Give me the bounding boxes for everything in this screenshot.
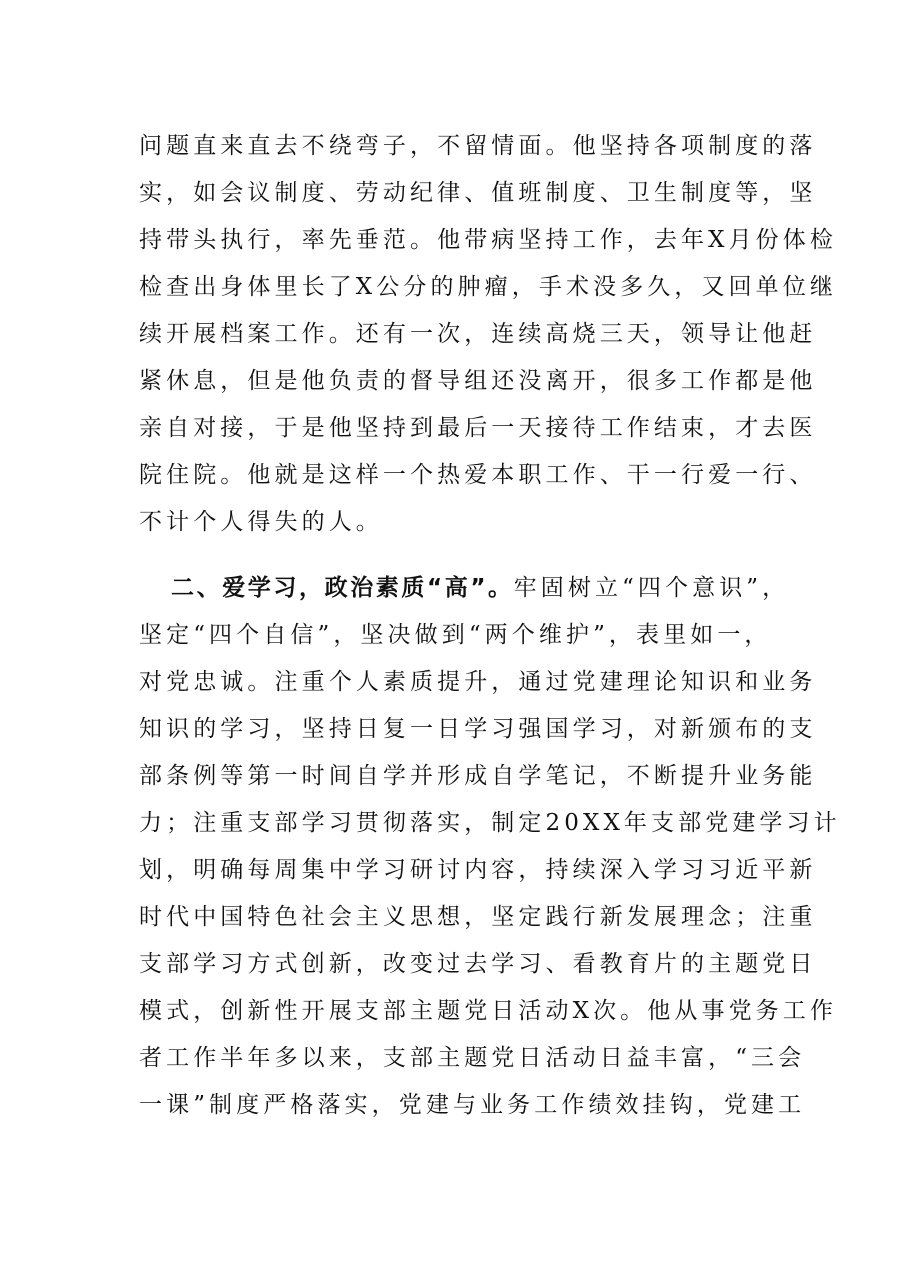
paragraph-line: 问题直来直去不绕弯子，不留情面。他坚持各项制度的落 <box>139 133 817 159</box>
paragraph-line: 续开展档案工作。还有一次，连续高烧三天，领导让他赶 <box>139 321 817 347</box>
section-lead-text: 牢固树立“四个意识”， <box>513 575 790 601</box>
paragraph-line: 持带头执行，率先垂范。他带病坚持工作，去年X月份体检 <box>139 227 837 253</box>
paragraph-line: 者工作半年多以来，支部主题党日活动日益丰富，“三会 <box>139 1045 806 1071</box>
paragraph-line: 时代中国特色社会主义思想，坚定践行新发展理念；注重 <box>139 904 817 930</box>
paragraph-line: 检查出身体里长了X公分的肿瘤，手术没多久，又回单位继 <box>139 274 837 300</box>
paragraph-line: 院住院。他就是这样一个热爱本职工作、干一行爱一行、 <box>139 462 817 488</box>
paragraph-line: 划，明确每周集中学习研讨内容，持续深入学习习近平新 <box>139 857 817 883</box>
paragraph-line: 支部学习方式创新，改变过去学习、看教育片的主题党日 <box>139 951 817 977</box>
paragraph-line: 力；注重支部学习贯彻落实，制定20XX年支部党建学习计 <box>139 810 841 836</box>
paragraph-line: 一课”制度严格落实，党建与业务工作绩效挂钩，党建工 <box>139 1092 806 1118</box>
paragraph-line: 模式，创新性开展支部主题党日活动X次。他从事党务工作 <box>139 998 837 1024</box>
paragraph-line: 部条例等第一时间自学并形成自学笔记，不断提升业务能 <box>139 763 817 789</box>
section-heading: 二、爱学习，政治素质“高”。 <box>171 575 514 601</box>
paragraph-line: 知识的学习，坚持日复一日学习强国学习，对新颁布的支 <box>139 716 817 742</box>
section-heading-line <box>171 564 790 612</box>
paragraph-line: 不计个人得失的人。 <box>139 509 383 535</box>
paragraph-line: 紧休息，但是他负责的督导组还没离开，很多工作都是他 <box>139 368 817 394</box>
paragraph-line: 实，如会议制度、劳动纪律、值班制度、卫生制度等，坚 <box>139 180 817 206</box>
paragraph-line: 坚定“四个自信”，坚决做到“两个维护”，表里如一， <box>139 622 772 648</box>
paragraph-line: 对党忠诚。注重个人素质提升，通过党建理论知识和业务 <box>139 669 817 695</box>
paragraph-line: 亲自对接，于是他坚持到最后一天接待工作结束，才去医 <box>139 415 817 441</box>
